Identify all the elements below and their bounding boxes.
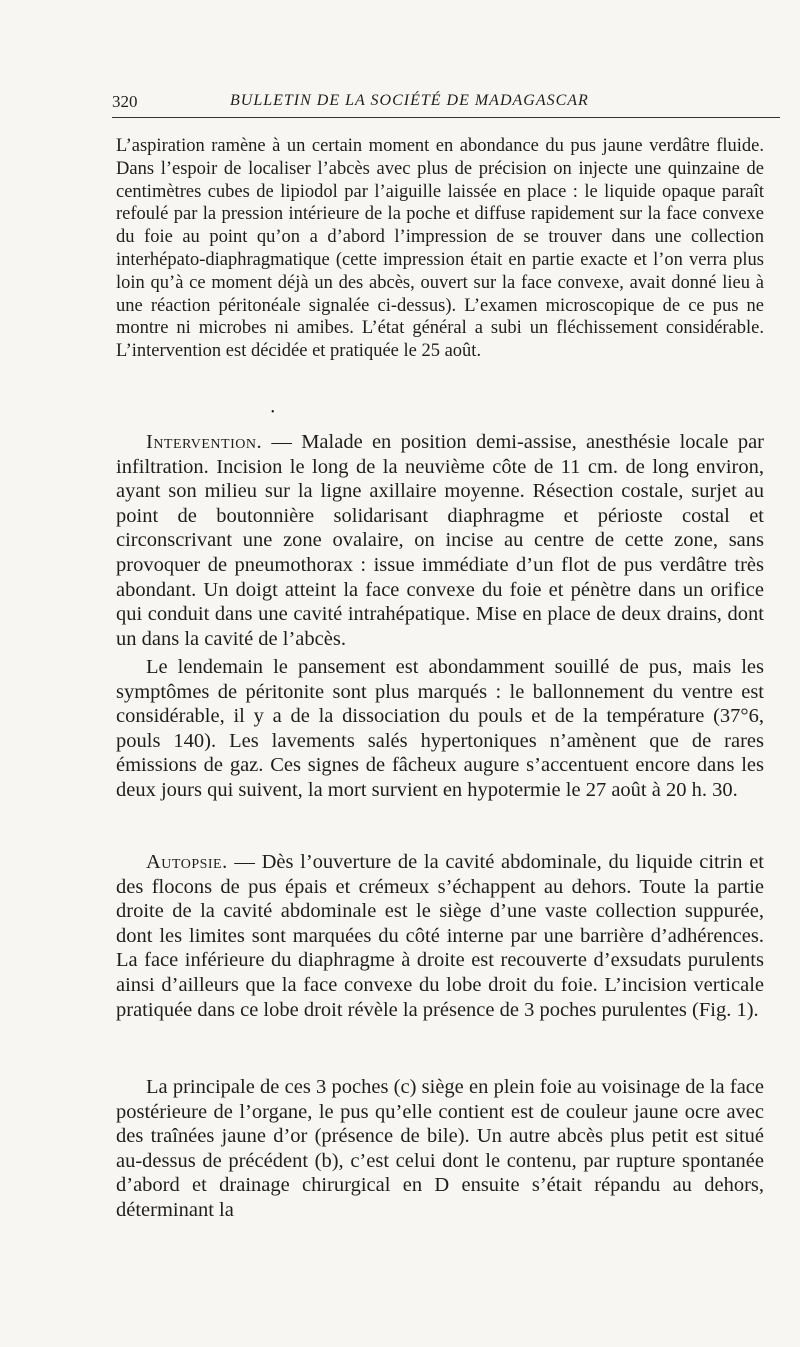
paragraph-autopsie-text: — Dès l’ouverture de la cavité abdominale, du liquide citrin et des flocons de pus épais et crémeux s’échappent au dehors. Toute la partie droite de la cavité abdominale est le siège d’une vaste collection suppurée, dont les limites sont marquées du côté interne par une barrière d’adhérences. La face inférieure du diaphragme à droite est recouverte d’exsudats purulents ainsi d’ailleurs que la face convexe du lobe droit du foie. L’incision verticale pratiquée dans ce lobe droit révèle la présence de 3 poches purulentes (Fig. 1). bbox=[116, 851, 764, 1021]
section-heading-intervention: Intervention. bbox=[146, 431, 263, 453]
paragraph-intervention-text: — Malade en position demi-assise, anesthésie locale par infiltration. Incision le long de la neuvième côte de 11 cm. de long environ, ayant son milieu sur la ligne axillaire moyenne. Résection costale, surjet au point de boutonnière solidarisant diaphragme et périoste costal et circonscrivant une zone ovalaire, on incise au centre de cette zone, sans provoquer de pneumothorax : issue immédiate d’un flot de pus verdâtre très abondant. Un doigt atteint la face convexe du foie et pénètre dans un orifice qui conduit dans une cavité intrahépatique. Mise en place de deux drains, dont un dans la cavité de l’abcès. bbox=[116, 431, 764, 650]
stray-mark: • bbox=[271, 407, 275, 418]
paragraph-autopsie bbox=[116, 850, 764, 1022]
section-heading-autopsie: Autopsie. bbox=[146, 851, 228, 873]
page-number: 320 bbox=[112, 92, 138, 111]
paragraph-poches: La principale de ces 3 poches (c) siège en plein foie au voisinage de la face postérieure de l’organe, le pus qu’elle contient est de couleur jaune ocre avec des traînées jaune d’or (présence de bile). Un autre abcès plus petit est situé au-dessus de précédent (b), c’est celui dont le contenu, par rupture spontanée d’abord et drainage chirurgical en D ensuite s’était répandu au dehors, déterminant la bbox=[116, 1076, 764, 1221]
header-rule bbox=[112, 117, 780, 118]
paragraph-aspiration: L’aspiration ramène à un certain moment en abondance du pus jaune verdâtre fluide. Dans l’espoir de localiser l’abcès avec plus de précision on injecte une quinzaine de centimètres cubes de lipiodol par l’aiguille laissée en place : le liquide opaque paraît refoulé par la pression intérieure de la poche et diffuse rapidement sur la face convexe du foie au point qu’on a d’abord l’impression de se trouver dans une collection interhépato-diaphragmatique (cette impression était en partie exacte et l’on verra plus loin qu’à ce moment déjà un des abcès, ouvert sur la face convexe, avait donné lieu à une réaction péritonéale signalée ci-dessus). L’examen microscopique de ce pus ne montre ni microbes ni amibes. L’état général a subi un fléchissement considérable. L’intervention est décidée et pratiquée le 25 août. bbox=[116, 136, 764, 362]
running-title: BULLETIN DE LA SOCIÉTÉ DE MADAGASCAR bbox=[230, 92, 589, 109]
paragraph-intervention bbox=[116, 430, 764, 651]
paragraph-lendemain: Le lendemain le pansement est abondamment souillé de pus, mais les symptômes de péritonite sont plus marqués : le ballonnement du ventre est considérable, il y a de la dissociation du pouls et de la température (37°6, pouls 140). Les lavements salés hypertoniques n’amènent que de rares émissions de gaz. Ces signes de fâcheux augure s’accentuent encore dans les deux jours qui suivent, la mort survient en hypotermie le 27 août à 20 h. 30. bbox=[116, 656, 764, 801]
page-header bbox=[112, 90, 780, 118]
